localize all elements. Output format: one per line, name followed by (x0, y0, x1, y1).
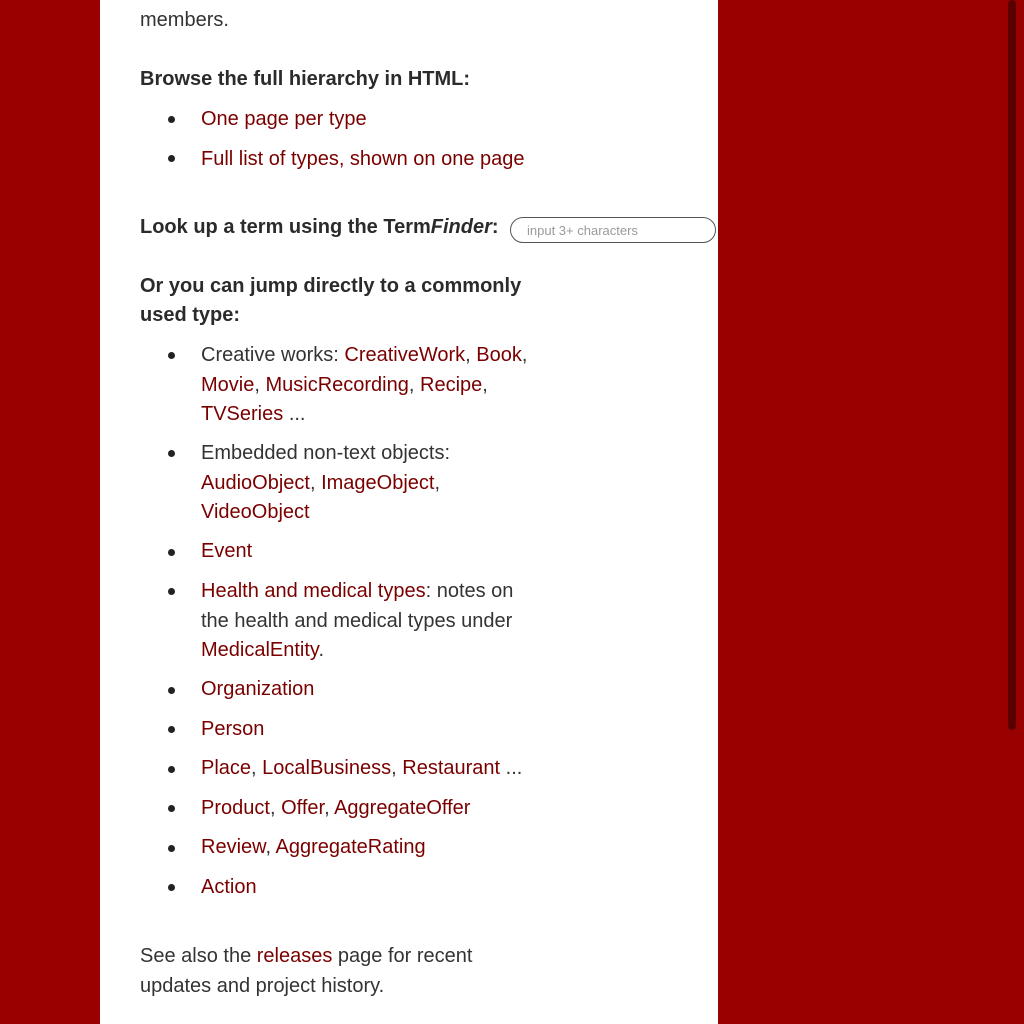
offer-link[interactable]: Offer (281, 797, 325, 819)
medicalentity-link[interactable]: MedicalEntity (201, 639, 319, 661)
recipe-link[interactable]: Recipe (420, 373, 483, 396)
intro-tail-text: members. (140, 9, 229, 31)
bullet (168, 726, 175, 733)
creative-works-label: Creative works: (201, 344, 345, 366)
content-panel (100, 0, 718, 1024)
action-link[interactable]: Action (201, 876, 257, 898)
termfinder-label-suffix: : (491, 216, 499, 238)
book-link[interactable]: Book (476, 344, 522, 366)
movie-link[interactable]: Movie (201, 373, 255, 396)
see-also-prefix: See also the (140, 945, 257, 967)
termfinder-label-italic: Finder (430, 216, 492, 238)
ellipsis: ... (505, 757, 523, 779)
aggregateoffer-link[interactable]: AggregateOffer (334, 797, 471, 819)
list-item-person (201, 715, 561, 745)
review-link[interactable]: Review (201, 836, 266, 858)
scrollbar[interactable] (1008, 0, 1016, 730)
one-page-per-type-link[interactable]: One page per type (201, 108, 367, 130)
termfinder-search-input[interactable] (510, 217, 716, 243)
person-link[interactable]: Person (201, 718, 265, 740)
bullet (168, 450, 175, 457)
browse-heading: Browse the full hierarchy in HTML: (140, 68, 471, 90)
creativework-link[interactable]: CreativeWork (344, 344, 466, 366)
see-also-line1 (140, 941, 472, 971)
embedded-label: Embedded non-text objects: (201, 442, 451, 464)
list-item-embedded: Embedded non-text objects: AudioObject, ImageObject, VideoObject (201, 442, 451, 523)
restaurant-link[interactable]: Restaurant (402, 757, 501, 779)
list-item-product: Product, Offer, AggregateOffer (201, 797, 471, 819)
event-link[interactable]: Event (201, 540, 253, 562)
place-link[interactable]: Place (201, 757, 252, 779)
bullet (168, 766, 175, 773)
releases-link[interactable]: releases (256, 945, 333, 967)
audioobject-link[interactable]: AudioObject (201, 471, 310, 494)
list-item-action (201, 873, 561, 903)
bullet (168, 687, 175, 694)
list-item-place: Place, LocalBusiness, Restaurant ... (201, 757, 523, 779)
list-item-review: Review, AggregateRating (201, 836, 426, 858)
health-notes-text: : notes on the health and medical types under (201, 580, 514, 632)
bullet (168, 805, 175, 812)
health-medical-types-link[interactable]: Health and medical types (201, 580, 426, 602)
videoobject-link[interactable]: VideoObject (201, 501, 310, 523)
bullet (168, 845, 175, 852)
bullet (168, 352, 175, 359)
bullet (168, 116, 175, 123)
termfinder-label (140, 212, 499, 242)
see-also-line2: updates and project history. (140, 975, 385, 997)
organization-link[interactable]: Organization (201, 678, 315, 700)
bullet (168, 549, 175, 556)
list-item-event (201, 537, 561, 567)
aggregaterating-link[interactable]: AggregateRating (275, 836, 426, 858)
bullet (168, 588, 175, 595)
product-link[interactable]: Product (201, 797, 270, 819)
termfinder-label-prefix: Look up a term using the Term (140, 216, 431, 238)
common-heading-line2: used type: (140, 304, 241, 326)
see-also-suffix: page for recent (332, 945, 473, 967)
full-list-of-types-link[interactable]: Full list of types, shown on one page (201, 148, 525, 170)
ellipsis: ... (288, 403, 306, 425)
imageobject-link[interactable]: ImageObject (321, 471, 435, 494)
list-item-organization (201, 675, 561, 705)
musicrecording-link[interactable]: MusicRecording (265, 373, 409, 396)
localbusiness-link[interactable]: LocalBusiness (262, 757, 392, 779)
bullet (168, 155, 175, 162)
bullet (168, 884, 175, 891)
list-item-health: Health and medical types: notes on the health and medical types under MedicalEntity. (201, 580, 514, 661)
common-heading-line1: Or you can jump directly to a commonly (140, 275, 522, 297)
tvseries-link[interactable]: TVSeries (201, 403, 284, 425)
list-item-creative-works: Creative works: CreativeWork, Book, Movie, MusicRecording, Recipe, TVSeries ... (201, 344, 528, 425)
